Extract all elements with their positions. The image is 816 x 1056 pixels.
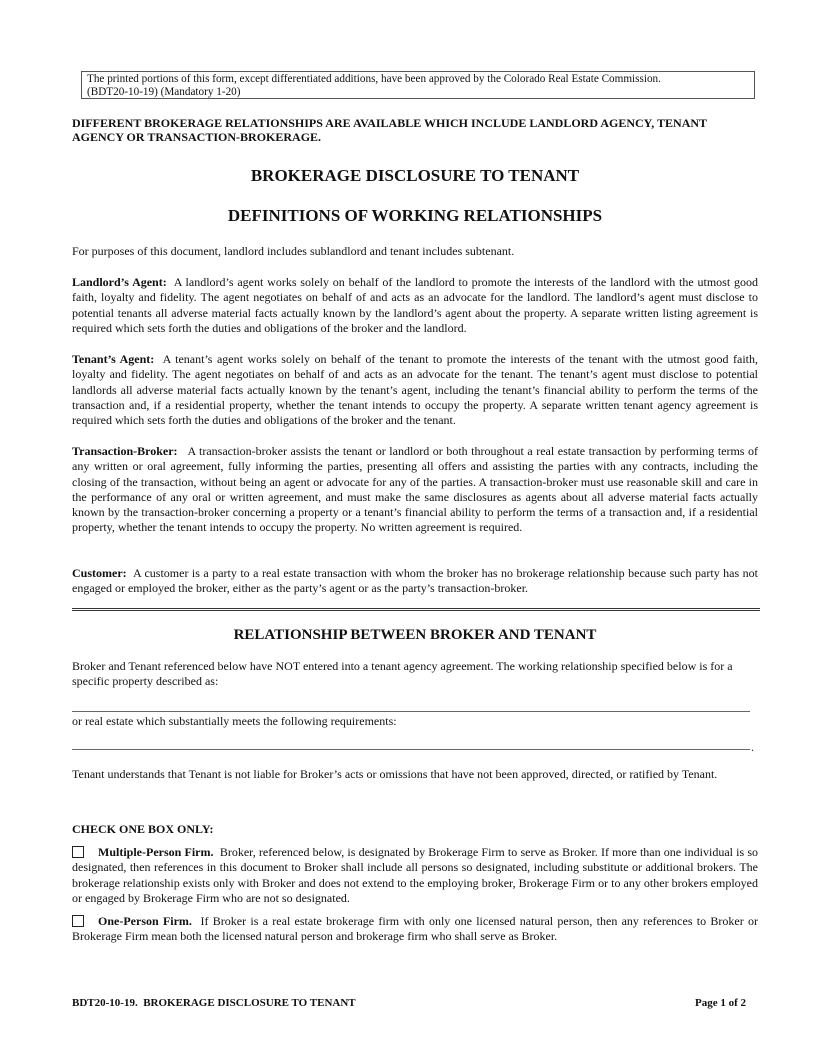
transaction-broker-text: A transaction-broker assists the tenant or landlord or both throughout a real estate transaction by performing terms of any written or oral agreement, fully informing the parties, presenting all offers and assisting the parties with any contracts, including the closing of the transaction, without being an agent or advocate for any of the parties. A transaction-broker must use reasonable skill and care in the performance of any oral or written agreement, and must make the same disclosures as agents about all adverse material facts actually known by the transaction-broker concerning a property or a tenant’s financial ability to perform the terms of a transaction and, if a residential property, whether the tenant intends to occupy the property. No written agreement is required. [72,444,758,535]
footer-form-id: BDT20-10-19. BROKERAGE DISCLOSURE TO TENANT [72,997,356,1009]
one-person-firm-term: One-Person Firm. [98,914,192,928]
requirements-intro: or real estate which substantially meets the following requirements: [72,714,397,728]
one-person-firm-text: If Broker is a real estate brokerage firm with only one licensed natural person, then any references to Broker or Brokerage Firm mean both the licensed natural person and brokerage firm who shall serve as Broker. [72,914,759,944]
one-person-firm-option [72,914,758,945]
transaction-broker-definition [72,444,758,536]
customer-text: A customer is a party to a real estate transaction with whom the broker has no brokerage relationship because such party has not engaged or employed the broker, either as the party’s agent or as the party’s transaction-broker. [72,566,758,596]
approval-notice-box [81,71,755,99]
multiple-person-firm-option [72,845,758,906]
approval-notice-line-2: (BDT20-10-19) (Mandatory 1-20) [87,86,241,98]
footer-page-number: Page 1 of 2 [694,997,746,1009]
definitions-heading: DEFINITIONS OF WORKING RELATIONSHIPS [227,206,603,225]
tenant-agent-definition [72,352,758,428]
document-title: BROKERAGE DISCLOSURE TO TENANT [250,166,580,185]
tenant-agent-term: Tenant’s Agent: [72,352,155,366]
property-description-line[interactable] [72,711,750,712]
requirements-line[interactable] [72,749,750,750]
tenant-agent-text: A tenant’s agent works solely on behalf of the tenant to promote the interests of the tenant with the utmost good faith, loyalty and fidelity. The agent negotiates on behalf of and acts as an advocate for the tenant. The tenant’s agent must disclose to potential landlords all adverse material facts actually known by the tenant’s agent, including the tenant’s financial ability to perform the terms of the transaction and, if a residential property, whether the tenant intends to occupy the property. A separate written tenant agency agreement is required which sets forth the duties and obligations of the broker and the tenant. [72,352,758,428]
relationship-heading: RELATIONSHIP BETWEEN BROKER AND TENANT [233,627,597,643]
relationships-warning: DIFFERENT BROKERAGE RELATIONSHIPS ARE AVAILABLE WHICH INCLUDE LANDLORD AGENCY, TENANT AGENCY OR TRANSACTION-BROKERAGE. [72,116,707,144]
customer-definition [72,566,758,597]
check-one-box-heading: CHECK ONE BOX ONLY: [72,822,214,836]
customer-term: Customer: [72,566,127,580]
one-person-firm-checkbox[interactable] [72,915,84,927]
section-divider [72,608,760,611]
multiple-person-firm-term: Multiple-Person Firm. [98,845,214,859]
requirements-line-period: . [751,740,754,754]
multiple-person-firm-text: Broker, referenced below, is designated by Brokerage Firm to serve as Broker. If more than one individual is so designated, then references in this document to Broker shall include all persons so designated, including substitute or additional brokers. The brokerage relationship exists only with Broker and does not extend to the employing broker, Brokerage Firm or to any other brokers employed or engaged by Brokerage Firm who are not so designated. [72,845,759,905]
transaction-broker-term: Transaction-Broker: [72,444,178,458]
approval-notice-line-1: The printed portions of this form, except differentiated additions, have been approved by the Colorado Real Estate Commission. [87,73,661,85]
purposes-paragraph: For purposes of this document, landlord includes sublandlord and tenant includes subtenant. [72,244,515,258]
tenant-liability-paragraph: Tenant understands that Tenant is not liable for Broker’s acts or omissions that have not been approved, directed, or ratified by Tenant. [72,767,718,781]
relationship-intro: Broker and Tenant referenced below have NOT entered into a tenant agency agreement. The working relationship specified below is for a specific property described as: [72,659,733,689]
landlord-agent-definition [72,275,758,336]
landlord-agent-text: A landlord’s agent works solely on behalf of the landlord to promote the interests of the landlord with the utmost good faith, loyalty and fidelity. The agent negotiates on behalf of and acts as an advocate for the landlord. The landlord’s agent must disclose to potential tenants all adverse material facts actually known by the landlord’s agent about the property. A separate written listing agreement is required which sets forth the duties and obligations of the broker and the landlord. [72,275,759,335]
landlord-agent-term: Landlord’s Agent: [72,275,167,289]
multiple-person-firm-checkbox[interactable] [72,846,84,858]
